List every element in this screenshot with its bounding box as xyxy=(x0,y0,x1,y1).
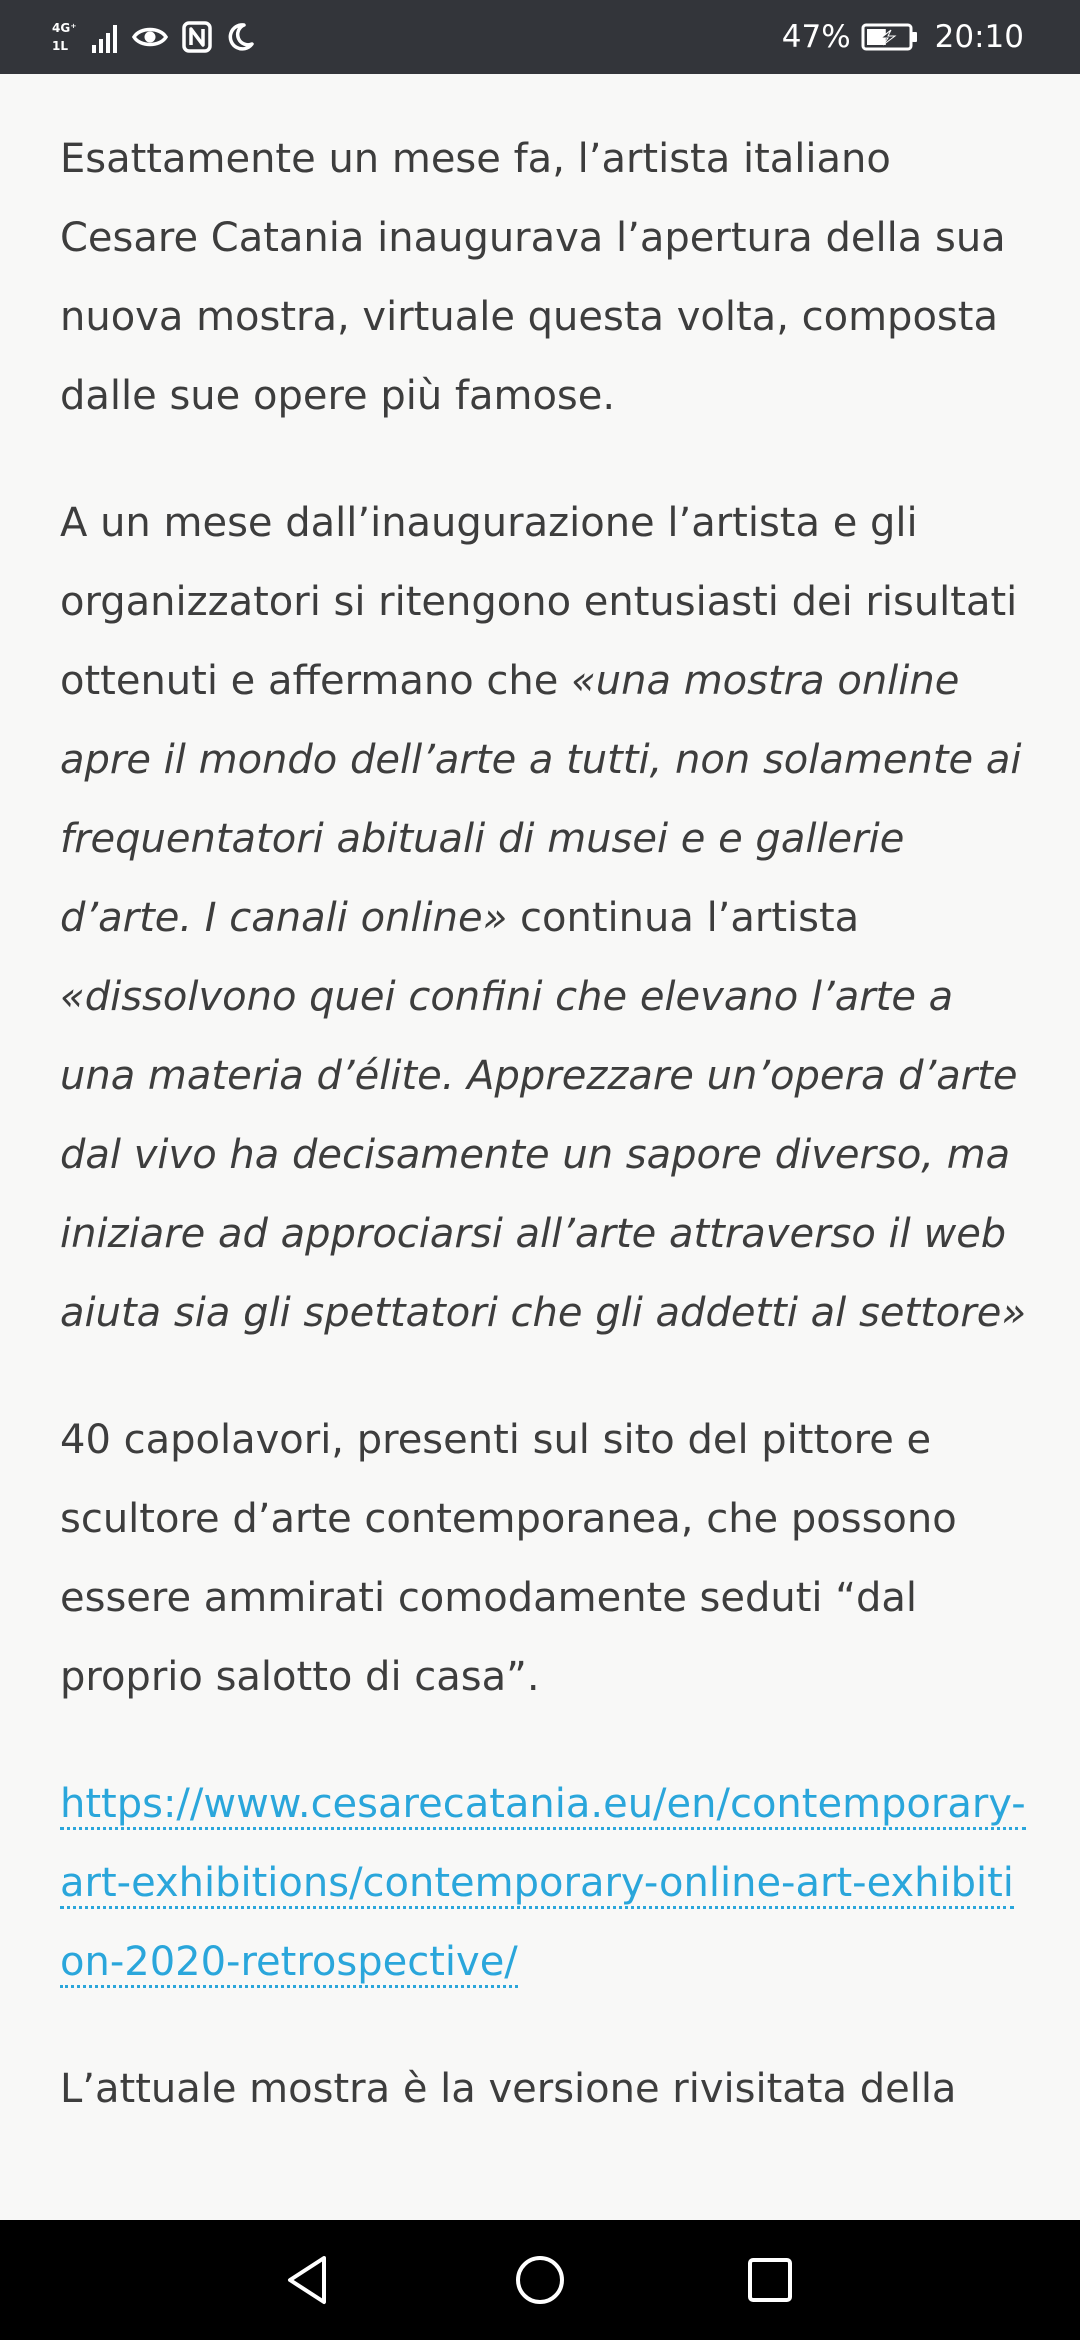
network-type-top: 4G⁺ xyxy=(52,21,77,35)
article-paragraph-4: L’attuale mostra è la versione rivisitata della xyxy=(60,2066,957,2112)
eye-icon xyxy=(132,23,168,51)
quote-1: «una mostra online apre il mondo dell’arte a tutti, non solamente ai frequentatori abituali di musei e e gallerie d’arte. I canali online» xyxy=(60,658,1022,941)
recents-button[interactable] xyxy=(740,2250,800,2310)
nfc-icon xyxy=(182,21,212,53)
navigation-bar xyxy=(0,2220,1080,2340)
back-button[interactable] xyxy=(278,2250,338,2310)
network-type-label xyxy=(52,17,78,57)
battery-charging-icon xyxy=(861,22,919,52)
status-bar xyxy=(0,0,1080,74)
paragraph-2-intro: A un mese dall’inaugurazione l’artista e gli organizzatori si ritengono entusiasti dei risultati ottenuti e affermano che xyxy=(60,500,1018,704)
article-paragraph-2 xyxy=(60,484,1030,1353)
back-icon xyxy=(278,2250,338,2310)
signal-icon xyxy=(92,21,118,53)
moon-icon xyxy=(226,22,254,52)
article-paragraph-3: 40 capolavori, presenti sul sito del pittore e scultore d’arte contemporanea, che possono essere ammirati comodamente seduti “dal proprio salotto di casa”. xyxy=(60,1417,957,1700)
status-icons-left xyxy=(52,0,254,74)
home-icon xyxy=(510,2250,570,2310)
article-body xyxy=(60,74,1030,2220)
network-type-bottom: 1L xyxy=(52,39,68,53)
paragraph-2-continuation: continua l’artista xyxy=(507,895,860,941)
quote-2: «dissolvono quei confini che elevano l’arte a una materia d’élite. Apprezzare un’opera d’arte dal vivo ha decisamente un sapore diverso, ma iniziare ad approciarsi all’arte attraverso il web aiuta sia gli spettatori che gli addetti al settore» xyxy=(60,974,1027,1336)
article-paragraph-1: Esattamente un mese fa, l’artista italiano Cesare Catania inaugurava l’apertura della sua nuova mostra, virtuale questa volta, composta dalle sue opere più famose. xyxy=(60,136,1006,419)
clock: 20:10 xyxy=(934,19,1024,55)
status-icons-right xyxy=(782,0,1024,74)
exhibition-link[interactable]: https://www.cesarecatania.eu/en/contemporary-art-exhibitions/contemporary-online-art-exhibition-2020-retrospective/ xyxy=(60,1781,1026,1988)
article-link-paragraph xyxy=(60,1765,1030,2002)
battery-percent: 47% xyxy=(781,19,851,55)
recents-icon xyxy=(740,2250,800,2310)
home-button[interactable] xyxy=(510,2250,570,2310)
